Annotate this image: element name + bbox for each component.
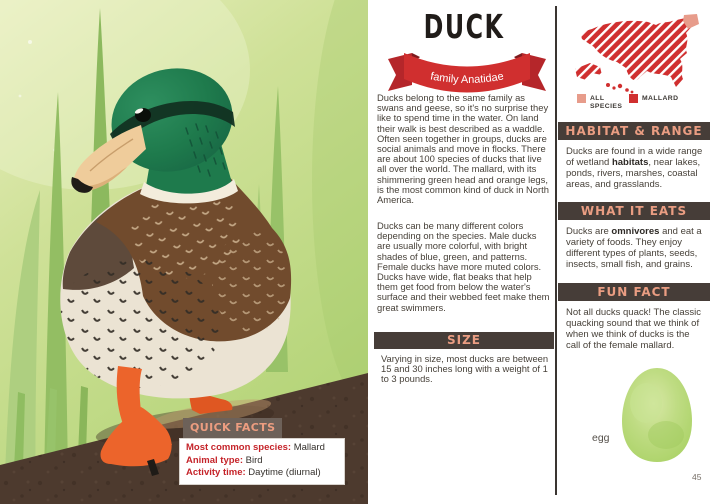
eats-text-post: and eat a variety of foods. They enjoy different types of plants, seeds, insects, small fish, and grains. bbox=[566, 226, 702, 270]
family-ribbon-label: family Anatidae bbox=[429, 70, 505, 87]
sidebar bbox=[558, 0, 710, 504]
fun-fact-text: Not all ducks quack! The classic quacking sound that we think of when we think of ducks is the call of the female mallard. bbox=[566, 307, 701, 351]
family-ribbon bbox=[386, 45, 548, 97]
us-range-map bbox=[572, 13, 708, 101]
quick-fact-label: Most common species: bbox=[186, 442, 292, 453]
what-it-eats-text bbox=[566, 226, 706, 270]
habitat-text-bold: habitats bbox=[611, 157, 649, 168]
egg-illustration bbox=[612, 365, 702, 465]
legend-label: MALLARD bbox=[642, 95, 679, 102]
habitat-range-text bbox=[566, 146, 706, 190]
quick-fact-row bbox=[186, 455, 338, 468]
quick-fact-label: Activity time: bbox=[186, 467, 246, 479]
us-mainland bbox=[581, 17, 695, 87]
alaska bbox=[575, 63, 602, 80]
egg-caption: egg bbox=[592, 432, 610, 444]
legend-swatch-all-species bbox=[577, 94, 586, 103]
page-number: 45 bbox=[692, 472, 702, 482]
hawaii bbox=[606, 83, 633, 93]
quick-fact-value: Mallard bbox=[291, 442, 325, 453]
intro-paragraph-1: Ducks belong to the same family as swans and geese, so it's no surprise they like to spend time in the water. On land their walk is best described as a waddle. Often seen together in groups, ducks are social animals and move in flocks. There are about 100 species of ducks that live all over the world. The mallard, with its shimmering green head and orange legs, is the most common kind of duck in North America. bbox=[377, 92, 549, 206]
quick-fact-row bbox=[186, 467, 338, 480]
eats-text-pre: Ducks are bbox=[566, 226, 612, 237]
legend-item-all-species bbox=[577, 94, 625, 111]
quick-facts-header: QUICK FACTS bbox=[183, 418, 282, 438]
quick-fact-row bbox=[186, 442, 338, 455]
habitat-range-header: HABITAT & RANGE bbox=[558, 122, 710, 140]
size-section-header: SIZE bbox=[374, 332, 554, 349]
legend-swatch-mallard bbox=[629, 94, 638, 103]
page-title: DUCK bbox=[423, 7, 505, 46]
quick-fact-value: Bird bbox=[243, 454, 263, 466]
column-divider bbox=[555, 6, 557, 495]
what-it-eats-header: WHAT IT EATS bbox=[558, 202, 710, 220]
legend-label: ALL SPECIES bbox=[590, 95, 623, 110]
legend-item-mallard bbox=[629, 94, 699, 103]
quick-facts-panel bbox=[179, 438, 345, 485]
fun-fact-header: FUN FACT bbox=[558, 283, 710, 301]
intro-paragraph-2: Ducks can be many different colors depending on the species. Male ducks are usually more colorful, with bright shades of blue, green, and patterns. Female ducks have more muted colors. Ducks have wide, flat beaks that help them get food from below the water's surface and their webbed feet make them great swimmers. bbox=[377, 220, 550, 313]
habitat-text-post: , near lakes, ponds, rivers, marshes, coastal areas, and grasslands. bbox=[566, 157, 701, 190]
quick-fact-label: Animal type: bbox=[186, 454, 244, 466]
habitat-text-pre: Ducks are found in a wide range of wetland bbox=[566, 146, 703, 168]
quick-fact-value: Daytime (diurnal) bbox=[245, 467, 321, 479]
eats-text-bold: omnivores bbox=[611, 226, 660, 237]
size-text: Varying in size, most ducks are between 15 and 30 inches long with a weight of 1 to 3 pounds. bbox=[381, 353, 549, 385]
